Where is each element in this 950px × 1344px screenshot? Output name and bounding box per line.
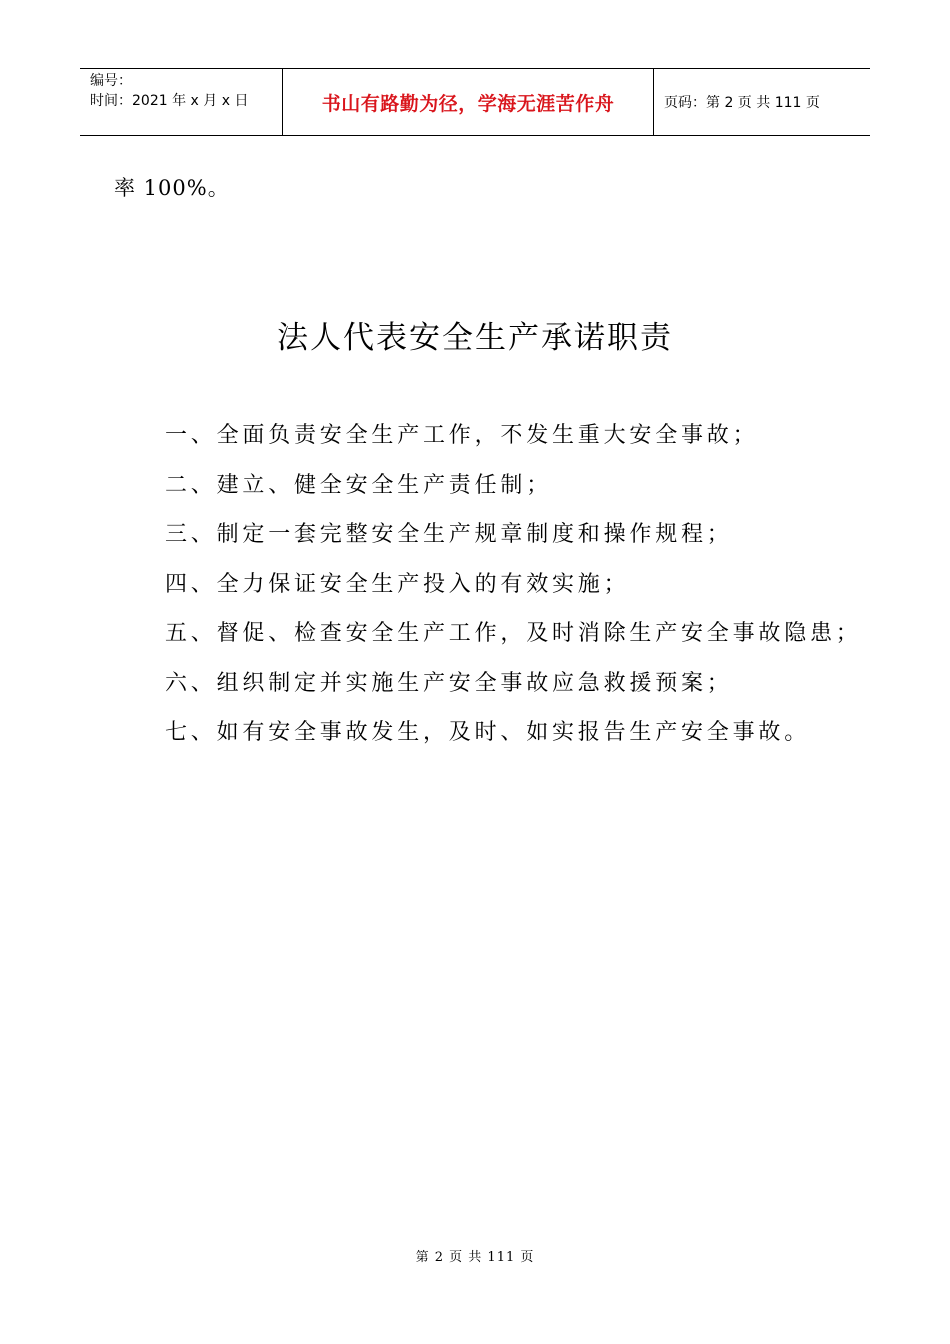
list-item: 一、全面负责安全生产工作，不发生重大安全事故； <box>165 423 759 448</box>
code-label: 编号： <box>90 73 132 89</box>
list-item: 七、如有安全事故发生，及时、如实报告生产安全事故。 <box>165 720 811 745</box>
list-item: 二、建立、健全安全生产责任制； <box>165 472 553 498</box>
list-item: 三、制定一套完整安全生产规章制度和操作规程； <box>165 522 733 547</box>
list-item: 六、组织制定并实施生产安全事故应急救援预案； <box>165 670 733 696</box>
list-item: 五、督促、检查安全生产工作，及时消除生产安全事故隐患； <box>165 621 862 646</box>
page-footer: 第 2 页 共 111 页 <box>415 1250 535 1265</box>
header-motto: 书山有路勤为径，学海无涯苦作舟 <box>282 69 654 135</box>
date-label: 时间：2021 年 x 月 x 日 <box>90 93 249 109</box>
header-left-cell <box>80 69 282 135</box>
document-title: 法人代表安全生产承诺职责 <box>277 320 673 356</box>
header-page-info: 页码：第 2 页 共 111 页 <box>664 95 820 111</box>
page-header <box>80 68 870 136</box>
responsibility-list <box>165 417 862 764</box>
list-item: 四、全力保证安全生产投入的有效实施； <box>165 571 630 597</box>
continuation-text: 率 100%。 <box>114 176 230 200</box>
